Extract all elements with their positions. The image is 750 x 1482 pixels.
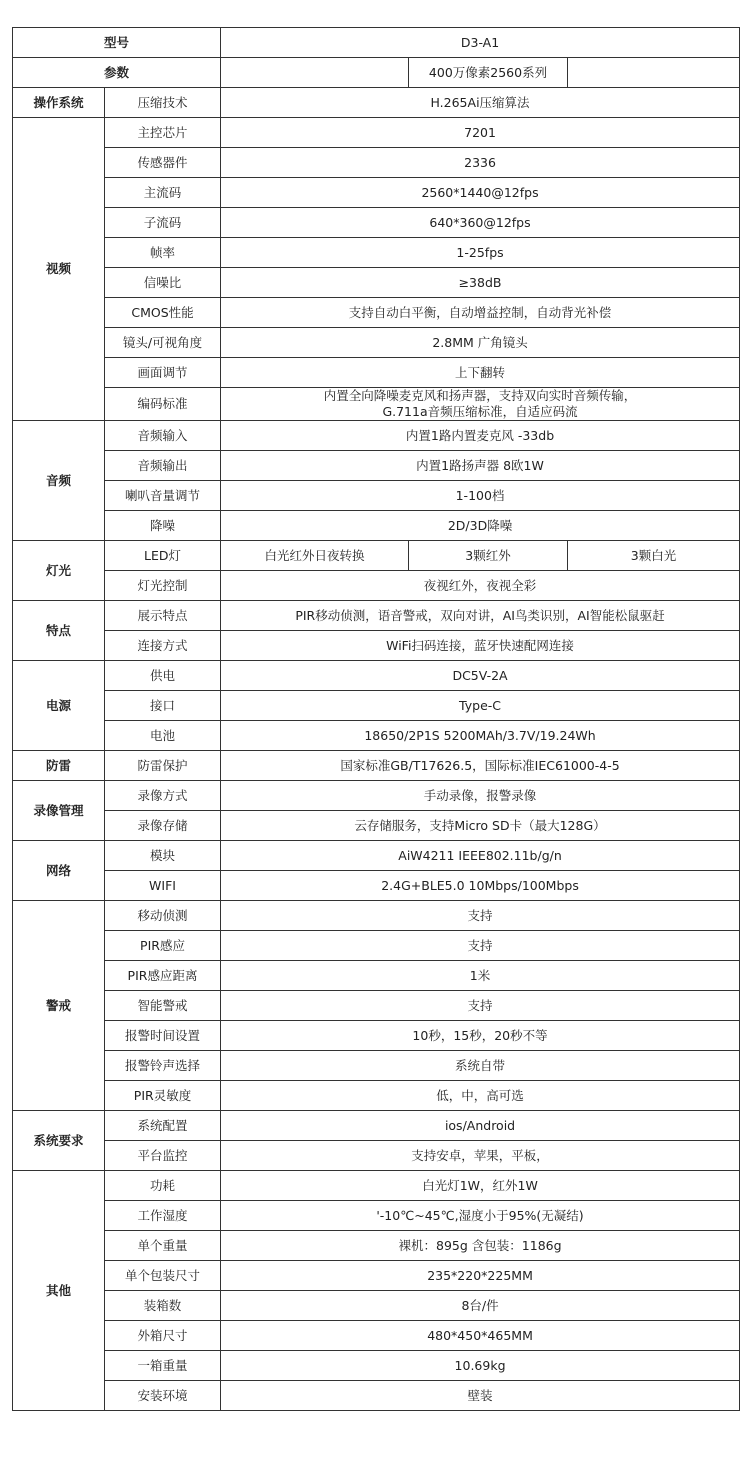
table-row xyxy=(13,901,740,931)
table-row xyxy=(13,298,740,328)
spec-label: PIR灵敏度 xyxy=(105,1081,221,1111)
model-value: D3-A1 xyxy=(221,28,740,58)
spec-value-line: 内置全向降噪麦克风和扬声器，支持双向实时音频传输， xyxy=(323,388,637,403)
table-row xyxy=(13,721,740,751)
table-row xyxy=(13,871,740,901)
table-row xyxy=(13,268,740,298)
spec-label: 报警铃声选择 xyxy=(105,1051,221,1081)
spec-label: 一箱重量 xyxy=(105,1351,221,1381)
spec-value: AiW4211 IEEE802.11b/g/n xyxy=(221,841,740,871)
table-row xyxy=(13,421,740,451)
table-row xyxy=(13,1051,740,1081)
spec-table xyxy=(12,27,740,1411)
spec-label: 帧率 xyxy=(105,238,221,268)
table-row xyxy=(13,451,740,481)
spec-label: 录像存储 xyxy=(105,811,221,841)
table-row xyxy=(13,781,740,811)
table-row xyxy=(13,328,740,358)
table-row xyxy=(13,961,740,991)
param-value: 400万像素2560系列 xyxy=(409,58,568,88)
spec-label: 报警时间设置 xyxy=(105,1021,221,1051)
category-cell: 视频 xyxy=(13,118,105,421)
table-row xyxy=(13,931,740,961)
table-row xyxy=(13,811,740,841)
spec-value: 235*220*225MM xyxy=(221,1261,740,1291)
spec-label: 防雷保护 xyxy=(105,751,221,781)
spec-label: 移动侦测 xyxy=(105,901,221,931)
table-row xyxy=(13,1141,740,1171)
table-row xyxy=(13,631,740,661)
table-row xyxy=(13,1231,740,1261)
table-row xyxy=(13,601,740,631)
category-cell: 其他 xyxy=(13,1171,105,1411)
spec-label: 主控芯片 xyxy=(105,118,221,148)
table-row xyxy=(13,1351,740,1381)
spec-value: H.265Ai压缩算法 xyxy=(221,88,740,118)
spec-label: CMOS性能 xyxy=(105,298,221,328)
spec-value: 2.8MM 广角镜头 xyxy=(221,328,740,358)
spec-label: PIR感应 xyxy=(105,931,221,961)
table-row xyxy=(13,118,740,148)
spec-label: 传感器件 xyxy=(105,148,221,178)
spec-value: 3颗红外 xyxy=(409,541,568,571)
spec-value: 支持 xyxy=(221,901,740,931)
spec-label: 系统配置 xyxy=(105,1111,221,1141)
spec-value xyxy=(221,388,740,421)
spec-value: DC5V-2A xyxy=(221,661,740,691)
spec-value: 云存储服务，支持Micro SD卡（最大128G） xyxy=(221,811,740,841)
spec-label: 画面调节 xyxy=(105,358,221,388)
spec-value: 1米 xyxy=(221,961,740,991)
spec-label: 编码标准 xyxy=(105,388,221,421)
param-empty-cell xyxy=(568,58,740,88)
table-row xyxy=(13,1261,740,1291)
spec-label: 灯光控制 xyxy=(105,571,221,601)
category-cell: 防雷 xyxy=(13,751,105,781)
table-row xyxy=(13,481,740,511)
spec-value: 640*360@12fps xyxy=(221,208,740,238)
spec-value: 白光灯1W，红外1W xyxy=(221,1171,740,1201)
spec-label: 单个包装尺寸 xyxy=(105,1261,221,1291)
spec-value: 裸机：895g 含包装：1186g xyxy=(221,1231,740,1261)
spec-value: 480*450*465MM xyxy=(221,1321,740,1351)
spec-label: 单个重量 xyxy=(105,1231,221,1261)
table-row xyxy=(13,238,740,268)
spec-value: 2560*1440@12fps xyxy=(221,178,740,208)
category-cell: 网络 xyxy=(13,841,105,901)
spec-value: 10.69kg xyxy=(221,1351,740,1381)
category-cell: 录像管理 xyxy=(13,781,105,841)
spec-value: 夜视红外，夜视全彩 xyxy=(221,571,740,601)
spec-value: 8台/件 xyxy=(221,1291,740,1321)
spec-value: 2.4G+BLE5.0 10Mbps/100Mbps xyxy=(221,871,740,901)
spec-label: 音频输出 xyxy=(105,451,221,481)
spec-label: 模块 xyxy=(105,841,221,871)
spec-value: 上下翻转 xyxy=(221,358,740,388)
spec-label: 压缩技术 xyxy=(105,88,221,118)
category-cell: 操作系统 xyxy=(13,88,105,118)
spec-label: 工作湿度 xyxy=(105,1201,221,1231)
spec-value: PIR移动侦测，语音警戒，双向对讲，AI鸟类识别，AI智能松鼠驱赶 xyxy=(221,601,740,631)
spec-label: 降噪 xyxy=(105,511,221,541)
table-row xyxy=(13,1201,740,1231)
spec-label: WIFI xyxy=(105,871,221,901)
spec-label: 装箱数 xyxy=(105,1291,221,1321)
table-row xyxy=(13,1321,740,1351)
table-row xyxy=(13,28,740,58)
spec-label: 信噪比 xyxy=(105,268,221,298)
spec-label: 喇叭音量调节 xyxy=(105,481,221,511)
spec-label: 供电 xyxy=(105,661,221,691)
table-row xyxy=(13,541,740,571)
spec-label: 连接方式 xyxy=(105,631,221,661)
spec-label: 子流码 xyxy=(105,208,221,238)
table-row xyxy=(13,691,740,721)
table-row xyxy=(13,511,740,541)
spec-value: 壁装 xyxy=(221,1381,740,1411)
spec-label: 平台监控 xyxy=(105,1141,221,1171)
table-row xyxy=(13,388,740,421)
spec-label: LED灯 xyxy=(105,541,221,571)
table-row xyxy=(13,841,740,871)
spec-value: 白光红外日夜转换 xyxy=(221,541,409,571)
spec-value: 2336 xyxy=(221,148,740,178)
category-cell: 电源 xyxy=(13,661,105,751)
model-label: 型号 xyxy=(13,28,221,58)
spec-label: 展示特点 xyxy=(105,601,221,631)
spec-label: 智能警戒 xyxy=(105,991,221,1021)
spec-label: 外箱尺寸 xyxy=(105,1321,221,1351)
category-cell: 音频 xyxy=(13,421,105,541)
category-cell: 特点 xyxy=(13,601,105,661)
spec-value: 手动录像，报警录像 xyxy=(221,781,740,811)
category-cell: 系统要求 xyxy=(13,1111,105,1171)
table-row xyxy=(13,148,740,178)
spec-value: 国家标准GB/T17626.5，国际标准IEC61000-4-5 xyxy=(221,751,740,781)
param-label: 参数 xyxy=(13,58,221,88)
table-row xyxy=(13,1081,740,1111)
table-row xyxy=(13,58,740,88)
spec-value: 3颗白光 xyxy=(568,541,740,571)
spec-label: 镜头/可视角度 xyxy=(105,328,221,358)
table-row xyxy=(13,1381,740,1411)
table-row xyxy=(13,571,740,601)
table-row xyxy=(13,1111,740,1141)
spec-value: 支持 xyxy=(221,991,740,1021)
spec-value: 7201 xyxy=(221,118,740,148)
spec-value: '-10℃~45℃,湿度小于95%(无凝结) xyxy=(221,1201,740,1231)
table-row xyxy=(13,88,740,118)
spec-label: 音频输入 xyxy=(105,421,221,451)
spec-value: 1-25fps xyxy=(221,238,740,268)
spec-label: 录像方式 xyxy=(105,781,221,811)
spec-value: 内置1路内置麦克风 -33db xyxy=(221,421,740,451)
table-row xyxy=(13,751,740,781)
table-row xyxy=(13,1171,740,1201)
spec-value: 支持自动白平衡，自动增益控制，自动背光补偿 xyxy=(221,298,740,328)
spec-label: 主流码 xyxy=(105,178,221,208)
spec-label: 接口 xyxy=(105,691,221,721)
spec-value: 内置1路扬声器 8欧1W xyxy=(221,451,740,481)
table-row xyxy=(13,1291,740,1321)
param-empty-cell xyxy=(221,58,409,88)
spec-value: Type-C xyxy=(221,691,740,721)
table-row xyxy=(13,661,740,691)
spec-value: WiFi扫码连接，蓝牙快速配网连接 xyxy=(221,631,740,661)
spec-value: ≥38dB xyxy=(221,268,740,298)
spec-value: 10秒，15秒，20秒不等 xyxy=(221,1021,740,1051)
table-row xyxy=(13,358,740,388)
spec-label: 功耗 xyxy=(105,1171,221,1201)
category-cell: 灯光 xyxy=(13,541,105,601)
spec-value: 系统自带 xyxy=(221,1051,740,1081)
spec-label: 安装环境 xyxy=(105,1381,221,1411)
spec-value: 2D/3D降噪 xyxy=(221,511,740,541)
table-row xyxy=(13,1021,740,1051)
table-row xyxy=(13,178,740,208)
spec-value: 18650/2P1S 5200MAh/3.7V/19.24Wh xyxy=(221,721,740,751)
spec-value: 1-100档 xyxy=(221,481,740,511)
table-row xyxy=(13,991,740,1021)
spec-value-line: G.711a音频压缩标准，自适应码流 xyxy=(382,404,578,419)
table-row xyxy=(13,208,740,238)
spec-value: 低，中，高可选 xyxy=(221,1081,740,1111)
spec-label: 电池 xyxy=(105,721,221,751)
spec-value: 支持 xyxy=(221,931,740,961)
category-cell: 警戒 xyxy=(13,901,105,1111)
spec-label: PIR感应距离 xyxy=(105,961,221,991)
spec-value: ios/Android xyxy=(221,1111,740,1141)
spec-value: 支持安卓，苹果，平板， xyxy=(221,1141,740,1171)
